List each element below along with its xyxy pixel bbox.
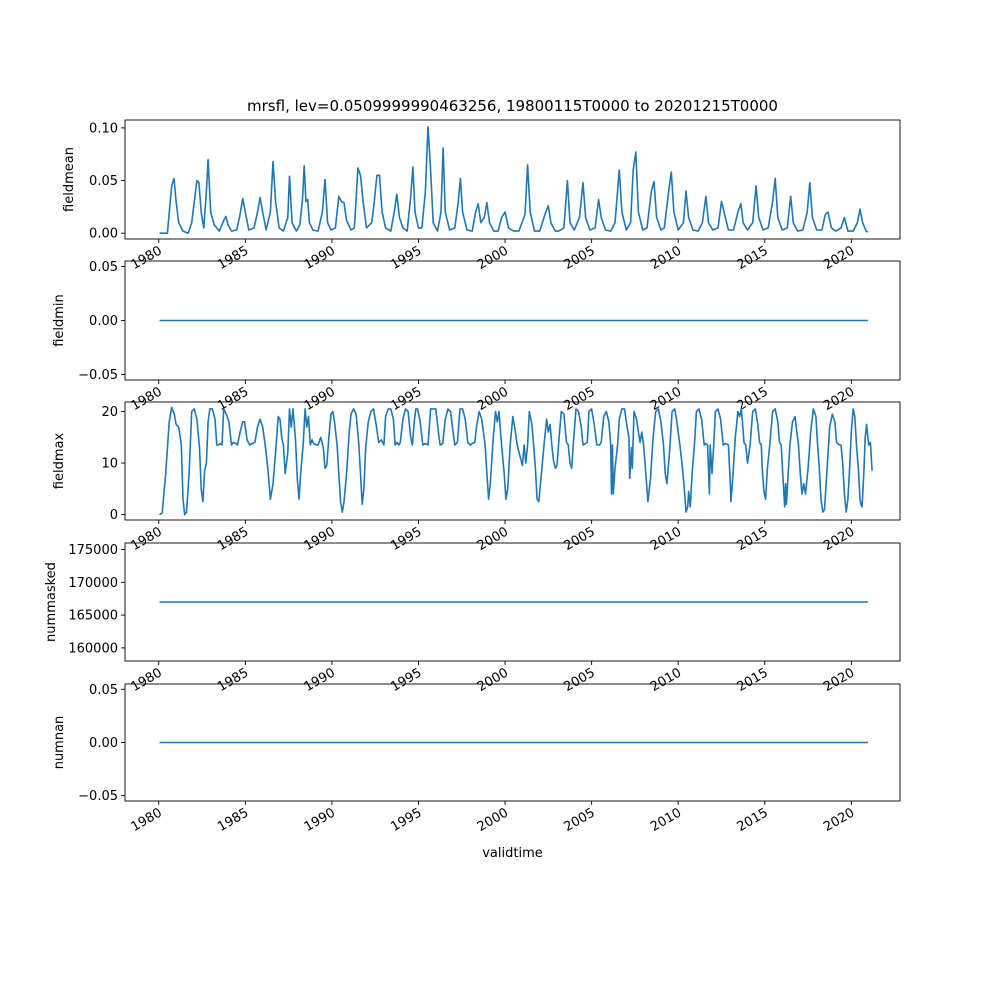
- numnan-x-tick-label: 1995: [388, 805, 425, 836]
- numnan-y-tick-label: −0.05: [78, 789, 118, 805]
- numnan-x-tick-label: 1990: [301, 805, 338, 836]
- fieldmax-x-tick-label: 2020: [821, 524, 858, 555]
- nummasked-x-tick-label: 2010: [648, 665, 685, 696]
- fieldmax-x-tick-label: 1990: [301, 524, 338, 555]
- chart-title: mrsfl, lev=0.0509999990463256, 19800115T0000 to 20201215T0000: [247, 97, 778, 115]
- fieldmin-x-tick-label: 2015: [734, 384, 771, 415]
- numnan-x-tick-label: 2000: [474, 805, 512, 836]
- fieldmean-x-tick-label: 2005: [561, 243, 598, 274]
- fieldmin-x-tick-label: 2020: [821, 384, 858, 415]
- fieldmax-x-tick-label: 1985: [215, 524, 252, 555]
- nummasked-x-tick-label: 1990: [301, 665, 338, 696]
- fieldmin-x-tick-label: 1990: [301, 384, 338, 415]
- numnan-y-tick-label: 0.00: [89, 736, 118, 751]
- fieldmean-x-tick-label: 2020: [821, 243, 858, 274]
- fieldmin-x-tick-label: 2000: [474, 384, 512, 415]
- fieldmax-x-tick-label: 2015: [734, 524, 771, 555]
- nummasked-x-tick-label: 2020: [821, 665, 858, 696]
- fieldmin-x-tick-label: 1985: [215, 384, 252, 415]
- fieldmean-y-tick-label: 0.00: [89, 226, 118, 242]
- fieldmin-y-axis-label: fieldmin: [52, 294, 67, 347]
- numnan-x-tick-label: 2020: [821, 805, 858, 836]
- nummasked-y-tick-label: 175000: [68, 543, 118, 559]
- nummasked-x-tick-label: 2000: [474, 665, 512, 696]
- fieldmax-x-tick-label: 1980: [128, 524, 165, 555]
- numnan-x-tick-label: 1985: [215, 805, 252, 836]
- fieldmax-x-tick-label: 2005: [561, 524, 598, 555]
- fieldmin-y-tick-label: 0.00: [89, 314, 118, 329]
- fieldmax-y-tick-label: 10: [101, 456, 118, 472]
- fieldmin-y-tick-label: −0.05: [78, 368, 118, 384]
- fieldmax-x-tick-label: 1995: [388, 524, 425, 555]
- fieldmean-y-tick-label: 0.10: [89, 121, 118, 137]
- fieldmax-y-axis-label: fieldmax: [52, 432, 67, 490]
- fieldmax-y-tick-label: 20: [101, 404, 118, 420]
- fieldmin-x-tick-label: 2010: [648, 384, 685, 415]
- numnan-x-tick-label: 2015: [734, 805, 771, 836]
- fieldmean-x-tick-label: 1985: [215, 243, 252, 274]
- fieldmin-x-tick-label: 1995: [388, 384, 425, 415]
- fieldmean-y-tick-label: 0.05: [89, 174, 118, 190]
- numnan-y-tick-label: 0.05: [89, 682, 118, 698]
- numnan-x-tick-label: 2005: [561, 805, 598, 836]
- fieldmean-x-tick-label: 2015: [734, 243, 771, 274]
- fieldmean-x-tick-label: 1980: [128, 243, 165, 274]
- fieldmin-x-tick-label: 1980: [128, 384, 165, 415]
- nummasked-x-tick-label: 1995: [388, 665, 425, 696]
- fieldmin-y-tick-label: 0.05: [89, 259, 118, 275]
- nummasked-y-tick-label: 170000: [68, 575, 118, 591]
- nummasked-x-tick-label: 2015: [734, 665, 771, 696]
- fieldmean-x-tick-label: 2000: [474, 243, 512, 274]
- nummasked-x-tick-label: 1985: [215, 665, 252, 696]
- numnan-x-tick-label: 1980: [128, 805, 165, 836]
- nummasked-x-tick-label: 1980: [128, 665, 165, 696]
- fieldmin-x-tick-label: 2005: [561, 384, 598, 415]
- nummasked-y-axis-label: nummasked: [44, 562, 59, 642]
- nummasked-x-tick-label: 2005: [561, 665, 598, 696]
- nummasked-y-tick-label: 160000: [68, 641, 118, 657]
- fieldmax-x-tick-label: 2000: [474, 524, 512, 555]
- numnan-y-axis-label: numnan: [52, 715, 67, 770]
- nummasked-y-tick-label: 165000: [68, 608, 118, 624]
- fieldmean-x-tick-label: 1995: [388, 243, 425, 274]
- fieldmax-x-tick-label: 2010: [648, 524, 685, 555]
- fieldmean-x-tick-label: 1990: [301, 243, 338, 274]
- fieldmean-y-axis-label: fieldmean: [62, 147, 77, 212]
- numnan-x-tick-label: 2010: [648, 805, 685, 836]
- fieldmean-x-tick-label: 2010: [648, 243, 685, 274]
- fieldmax-y-tick-label: 0: [109, 508, 118, 524]
- x-axis-label: validtime: [482, 846, 543, 861]
